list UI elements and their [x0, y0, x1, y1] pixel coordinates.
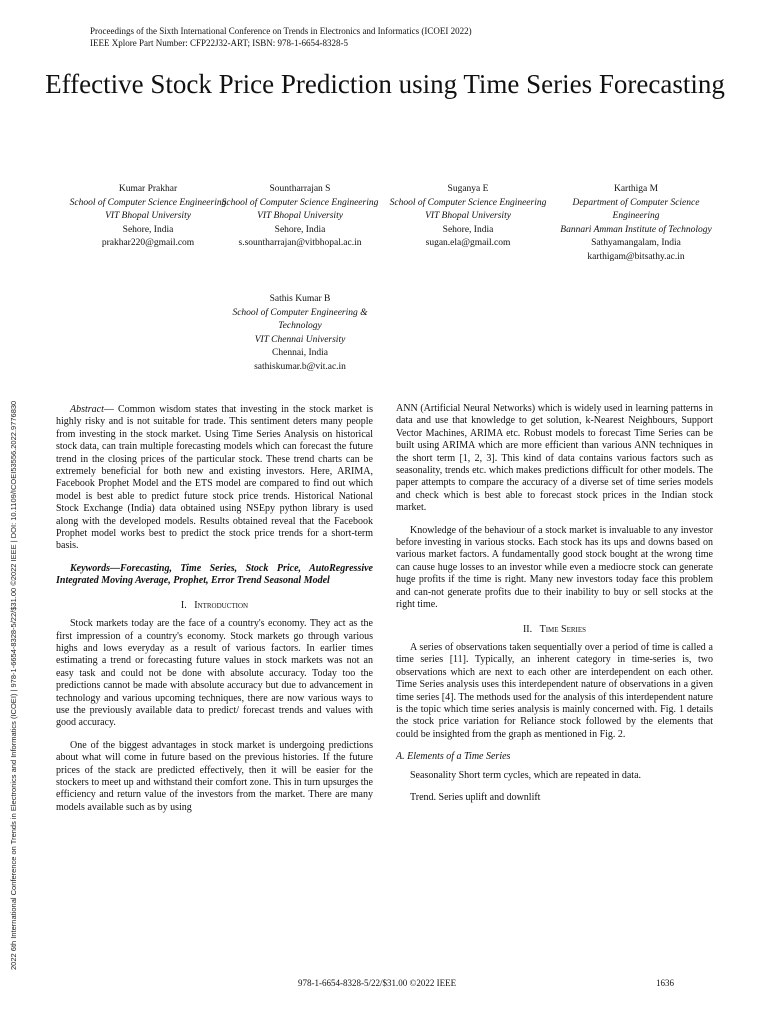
author-location: Sehore, India: [442, 224, 494, 235]
author-institution: VIT Chennai University: [254, 334, 346, 345]
paragraph: ANN (Artificial Neural Networks) which is widely used in learning patterns in data and use that knowledge to get solution, k-Nearest Neighbours, Support Vector Machines, ARIMA etc. Robust models to forecast Time Series can be built using ARIMA which are more efficient than various ANN techniques in the short term [1, 2, 3]. This kind of data contains various factors such as seasonality, trends etc. which makes predictions difficult for other models. The paper attempts to compare the accuracy of a diverse set of time series models and check which is best able to forecast stock prices in the Indian stock market.: [396, 403, 713, 514]
author-block: [220, 293, 380, 374]
author-block: [388, 183, 548, 251]
paragraph: Seasonality Short term cycles, which are repeated in data.: [410, 769, 642, 781]
header-line-2: IEEE Xplore Part Number: CFP22J32-ART; ISBN: 978-1-6654-8328-5: [90, 38, 348, 48]
paper-title: Effective Stock Price Prediction using Time Series Forecasting: [45, 69, 725, 99]
paragraph: One of the biggest advantages in stock market is undergoing predictions about what will come in future based on the previous histories. If the future prices of the stack are predicted effectively, then it will be easier for the stockers to meet up and withstand their comfort zone. This in turn upsurges the efficiency and return value of the investors from the market. There are many models available such as by using: [56, 739, 373, 813]
right-column: [396, 403, 713, 814]
author-location: Sathyamangalam, India: [591, 238, 681, 248]
subsection-heading: A. Elements of a Time Series: [396, 751, 511, 763]
author-affiliation: Department of Computer Science Engineering: [572, 197, 700, 221]
author-location: Sehore, India: [274, 224, 326, 235]
author-block: [556, 183, 716, 264]
author-affiliation: School of Computer Science Engineering: [221, 197, 379, 208]
paragraph: A series of observations taken sequentially over a period of time is called a time series [11]. Typically, an inherent category in time-series is, two observations which are next to each other are interdependent on each other. Time Series analysis uses this interdependent nature of observations in a given time series [4]. The methods used for the analysis of this interdependent nature is the topic which time series analysis is mainly concerned with. Fig. 1 details the stock price variation for Reliance stock followed by the elements that could be insighted from the graph as mentioned in Fig. 2.: [396, 641, 713, 740]
keywords: Keywords—Forecasting, Time Series, Stock Price, AutoRegressive Integrated Moving Average, Prophet, Error Trend Seasonal Model: [56, 562, 373, 587]
author-institution: VIT Bhopal University: [425, 211, 511, 221]
author-affiliation: School of Computer Science Engineering: [69, 197, 227, 208]
author-name: Karthiga M: [613, 184, 659, 194]
section-number: I.: [180, 599, 187, 611]
author-location: Sehore, India: [122, 224, 174, 235]
author-name: Sountharrajan S: [269, 184, 331, 194]
author-email: karthigam@bitsathy.ac.in: [587, 251, 685, 262]
section-number: II.: [522, 623, 533, 635]
author-block: [220, 183, 380, 251]
author-institution: Bannari Amman Institute of Technology: [560, 224, 712, 235]
section-heading-time-series: [396, 624, 713, 636]
author-affiliation: School of Computer Science Engineering: [389, 197, 547, 208]
author-affiliation: School of Computer Engineering & Technology: [232, 307, 368, 331]
left-column: [56, 404, 373, 824]
author-email: s.sountharrajan@vitbhopal.ac.in: [238, 238, 362, 248]
doi-sidebar: 2022 6th International Conference on Trends in Electronics and Informatics (ICOEI) | 978-1-6654-8328-5/22/$31.00 ©2022 IEEE | DOI: 10.1109/ICOEI53556.2022.9776830: [9, 400, 18, 970]
section-title: Time Series: [539, 623, 587, 635]
author-email: sathiskumar.b@vit.ac.in: [254, 361, 346, 372]
paragraph: Knowledge of the behaviour of a stock market is invaluable to any investor before investing in various stocks. Each stock has its ups and downs based on various market factors. A fundamentally good stock bought at the wrong time can cause huge losses to an investor while even a mediocre stock can generate huge profits if the time is right. Many new investors today face this problem and can-not generate profits due to their inability to buy or sell stocks at the right time.: [396, 524, 713, 611]
author-name: Sathis Kumar B: [269, 294, 331, 304]
page-number: 1636: [656, 978, 674, 988]
author-email: prakhar220@gmail.com: [101, 238, 195, 248]
header-line-1: Proceedings of the Sixth International Conference on Trends in Electronics and Informatics (ICOEI 2022): [90, 26, 472, 36]
author-institution: VIT Bhopal University: [257, 211, 343, 221]
author-email: sugan.ela@gmail.com: [425, 238, 511, 248]
author-location: Chennai, India: [272, 348, 328, 358]
section-heading-introduction: [56, 600, 373, 612]
abstract-label: Abstract: [70, 404, 104, 415]
author-name: Suganya E: [447, 184, 489, 194]
running-header: [90, 25, 472, 49]
author-name: Kumar Prakhar: [118, 184, 178, 194]
author-institution: VIT Bhopal University: [105, 211, 191, 221]
paragraph: Trend. Series uplift and downlift: [410, 791, 541, 803]
footer-copyright: 978-1-6654-8328-5/22/$31.00 ©2022 IEEE: [298, 978, 457, 988]
section-title: Introduction: [194, 599, 249, 611]
abstract: [56, 404, 373, 553]
author-block: [68, 183, 228, 251]
paragraph: Stock markets today are the face of a country's economy. They act as the first impression of a country's economy. Stock markets go through various highs and lows everyday as a result of various factors. In earlier times estimating a trend or forecasting future values in stock markets was not an easy task and could not be done with absolute accuracy. Today too the predictions cannot be made with absolute accuracy but due to advancement in technology and various upcoming techniques, there are now various ways to use the previously available data to predict/ forecast trends and values with good accuracy.: [56, 618, 373, 729]
abstract-text: — Common wisdom states that investing in the stock market is highly risky and is not suitable for trade. This sentiment deters many people from investing in the stock market. Using Time Series Analysis on historical stock data, can train multiple forecasting models which can forecast the future trend in the closing prices of the particular stock. These trend charts can be extremely beneficial for both new and existing investors. Here, ARIMA, Facebook Prophet Model and the ETS model are compared to find out which model is best able to predict future stock price trends. Historical National Stock Exchange (India) data obtained using NSEpy python library is used along with the developed models. Results obtained reveal that the Facebook Prophet model works best to predict the stock price trends for a short-term basis.: [56, 404, 373, 552]
